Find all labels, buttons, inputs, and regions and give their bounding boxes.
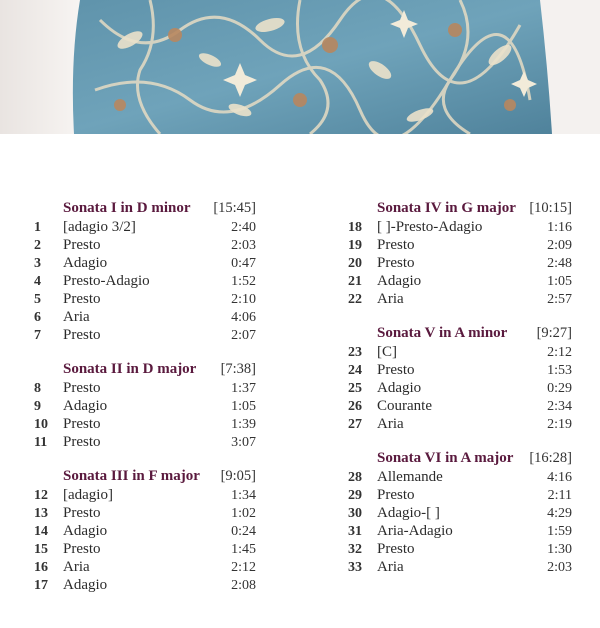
- track-number: 2: [34, 238, 41, 253]
- track-title: Presto: [63, 291, 101, 307]
- track-time: 2:48: [547, 256, 572, 271]
- track-row: [34, 416, 256, 434]
- track-time: 1:59: [547, 524, 572, 539]
- track-time: 1:05: [231, 399, 256, 414]
- track-title: Courante: [377, 398, 432, 414]
- track-time: 2:09: [547, 238, 572, 253]
- sonata-block: [34, 468, 256, 595]
- track-time: 1:53: [547, 363, 572, 378]
- track-title: Presto: [377, 362, 415, 378]
- track-row: [34, 398, 256, 416]
- track-title: Presto: [63, 237, 101, 253]
- track-title: Adagio: [63, 577, 108, 593]
- track-time: 1:37: [231, 381, 256, 396]
- sonata-duration: [9:05]: [220, 468, 256, 484]
- track-time: 2:19: [547, 417, 572, 432]
- track-row: [34, 523, 256, 541]
- sonata-block: [348, 200, 572, 309]
- track-row: [34, 327, 256, 345]
- track-number: 6: [34, 310, 41, 325]
- track-time: 0:24: [231, 524, 256, 539]
- track-time: 1:02: [231, 506, 256, 521]
- sonata-title: Sonata III in F major: [63, 468, 200, 484]
- track-title: Adagio: [63, 523, 108, 539]
- sonata-block: [348, 450, 572, 577]
- track-number: 24: [348, 363, 362, 378]
- track-time: 1:30: [547, 542, 572, 557]
- track-number: 8: [34, 381, 41, 396]
- track-row: [34, 291, 256, 309]
- sonata-heading: [34, 200, 256, 219]
- track-time: 4:29: [547, 506, 572, 521]
- track-title: Aria-Adagio: [377, 523, 453, 539]
- track-row: [348, 255, 572, 273]
- sonata-title: Sonata V in A minor: [377, 325, 508, 341]
- track-time: 1:16: [547, 220, 572, 235]
- track-row: [348, 469, 572, 487]
- track-row: [34, 219, 256, 237]
- track-time: 1:34: [231, 488, 256, 503]
- track-row: [348, 505, 572, 523]
- track-title: Presto: [377, 237, 415, 253]
- track-row: [34, 273, 256, 291]
- track-number: 31: [348, 524, 362, 539]
- track-row: [34, 505, 256, 523]
- track-number: 20: [348, 256, 362, 271]
- sonata-block: [34, 361, 256, 452]
- track-title: Aria: [377, 291, 404, 307]
- sonata-title: Sonata I in D minor: [63, 200, 191, 216]
- track-title: Adagio: [63, 398, 108, 414]
- tracklist-column-right: [348, 200, 572, 593]
- track-number: 33: [348, 560, 362, 575]
- track-title: Presto: [63, 327, 101, 343]
- track-time: 2:12: [231, 560, 256, 575]
- track-number: 12: [34, 488, 48, 503]
- track-time: 2:57: [547, 292, 572, 307]
- track-title: Adagio-[ ]: [377, 505, 440, 521]
- sonata-duration: [7:38]: [220, 361, 256, 377]
- track-time: 2:12: [547, 345, 572, 360]
- track-number: 27: [348, 417, 362, 432]
- track-row: [34, 541, 256, 559]
- track-time: 4:16: [547, 470, 572, 485]
- banner-photo: [0, 0, 600, 134]
- sonata-heading: [34, 361, 256, 380]
- track-time: 0:47: [231, 256, 256, 271]
- sonata-duration: [16:28]: [529, 450, 572, 466]
- sonata-title: Sonata IV in G major: [377, 200, 516, 216]
- track-number: 3: [34, 256, 41, 271]
- track-title: Presto: [377, 541, 415, 557]
- track-row: [348, 541, 572, 559]
- track-number: 9: [34, 399, 41, 414]
- track-title: Aria: [63, 309, 90, 325]
- track-number: 17: [34, 578, 48, 593]
- track-time: 0:29: [547, 381, 572, 396]
- track-number: 1: [34, 220, 41, 235]
- track-row: [348, 362, 572, 380]
- track-number: 19: [348, 238, 362, 253]
- track-time: 2:03: [547, 560, 572, 575]
- track-row: [348, 523, 572, 541]
- sonata-duration: [15:45]: [213, 200, 256, 216]
- sonata-heading: [348, 200, 572, 219]
- track-title: Presto: [377, 255, 415, 271]
- track-number: 16: [34, 560, 48, 575]
- track-title: [ ]-Presto-Adagio: [377, 219, 483, 235]
- track-number: 5: [34, 292, 41, 307]
- track-number: 32: [348, 542, 362, 557]
- track-title: Presto: [63, 434, 101, 450]
- track-title: Aria: [377, 559, 404, 575]
- track-title: Presto: [63, 380, 101, 396]
- track-time: 2:40: [231, 220, 256, 235]
- track-number: 28: [348, 470, 362, 485]
- track-number: 14: [34, 524, 48, 539]
- track-title: [adagio 3/2]: [63, 219, 136, 235]
- track-title: Adagio: [377, 273, 422, 289]
- track-row: [348, 416, 572, 434]
- track-number: 25: [348, 381, 362, 396]
- track-time: 4:06: [231, 310, 256, 325]
- track-title: Presto: [63, 416, 101, 432]
- track-number: 15: [34, 542, 48, 557]
- track-row: [348, 487, 572, 505]
- track-row: [348, 559, 572, 577]
- track-number: 29: [348, 488, 362, 503]
- track-row: [348, 344, 572, 362]
- track-number: 18: [348, 220, 362, 235]
- sonata-heading: [348, 450, 572, 469]
- track-number: 23: [348, 345, 362, 360]
- embroidered-fabric-image: [0, 0, 600, 134]
- track-title: Aria: [377, 416, 404, 432]
- track-number: 22: [348, 292, 362, 307]
- track-row: [34, 237, 256, 255]
- track-time: 1:45: [231, 542, 256, 557]
- track-time: 2:07: [231, 328, 256, 343]
- track-row: [348, 380, 572, 398]
- track-time: 1:52: [231, 274, 256, 289]
- track-row: [34, 577, 256, 595]
- track-row: [348, 291, 572, 309]
- track-row: [34, 559, 256, 577]
- track-title: Adagio: [377, 380, 422, 396]
- track-number: 10: [34, 417, 48, 432]
- track-title: Aria: [63, 559, 90, 575]
- track-number: 30: [348, 506, 362, 521]
- track-row: [34, 487, 256, 505]
- sonata-block: [348, 325, 572, 434]
- track-title: Presto: [63, 541, 101, 557]
- sonata-block: [34, 200, 256, 345]
- sonata-title: Sonata VI in A major: [377, 450, 514, 466]
- track-number: 4: [34, 274, 41, 289]
- track-time: 3:07: [231, 435, 256, 450]
- track-row: [348, 398, 572, 416]
- sonata-heading: [34, 468, 256, 487]
- track-title: Presto: [377, 487, 415, 503]
- track-time: 2:11: [547, 488, 572, 503]
- track-title: [adagio]: [63, 487, 113, 503]
- sonata-heading: [348, 325, 572, 344]
- track-row: [34, 255, 256, 273]
- track-row: [348, 237, 572, 255]
- track-number: 21: [348, 274, 362, 289]
- sonata-duration: [9:27]: [536, 325, 572, 341]
- track-row: [348, 273, 572, 291]
- track-time: 2:08: [231, 578, 256, 593]
- track-number: 11: [34, 435, 48, 450]
- tracklist-column-left: [34, 200, 256, 611]
- track-title: Presto-Adagio: [63, 273, 150, 289]
- track-title: Adagio: [63, 255, 108, 271]
- sonata-duration: [10:15]: [529, 200, 572, 216]
- track-time: 2:10: [231, 292, 256, 307]
- track-row: [34, 434, 256, 452]
- track-row: [348, 219, 572, 237]
- track-title: Presto: [63, 505, 101, 521]
- track-time: 2:03: [231, 238, 256, 253]
- track-number: 26: [348, 399, 362, 414]
- track-title: Allemande: [377, 469, 443, 485]
- track-row: [34, 380, 256, 398]
- track-title: [C]: [377, 344, 397, 360]
- track-time: 2:34: [547, 399, 572, 414]
- sonata-title: Sonata II in D major: [63, 361, 197, 377]
- track-number: 7: [34, 328, 41, 343]
- track-time: 1:05: [547, 274, 572, 289]
- track-time: 1:39: [231, 417, 256, 432]
- track-number: 13: [34, 506, 48, 521]
- track-row: [34, 309, 256, 327]
